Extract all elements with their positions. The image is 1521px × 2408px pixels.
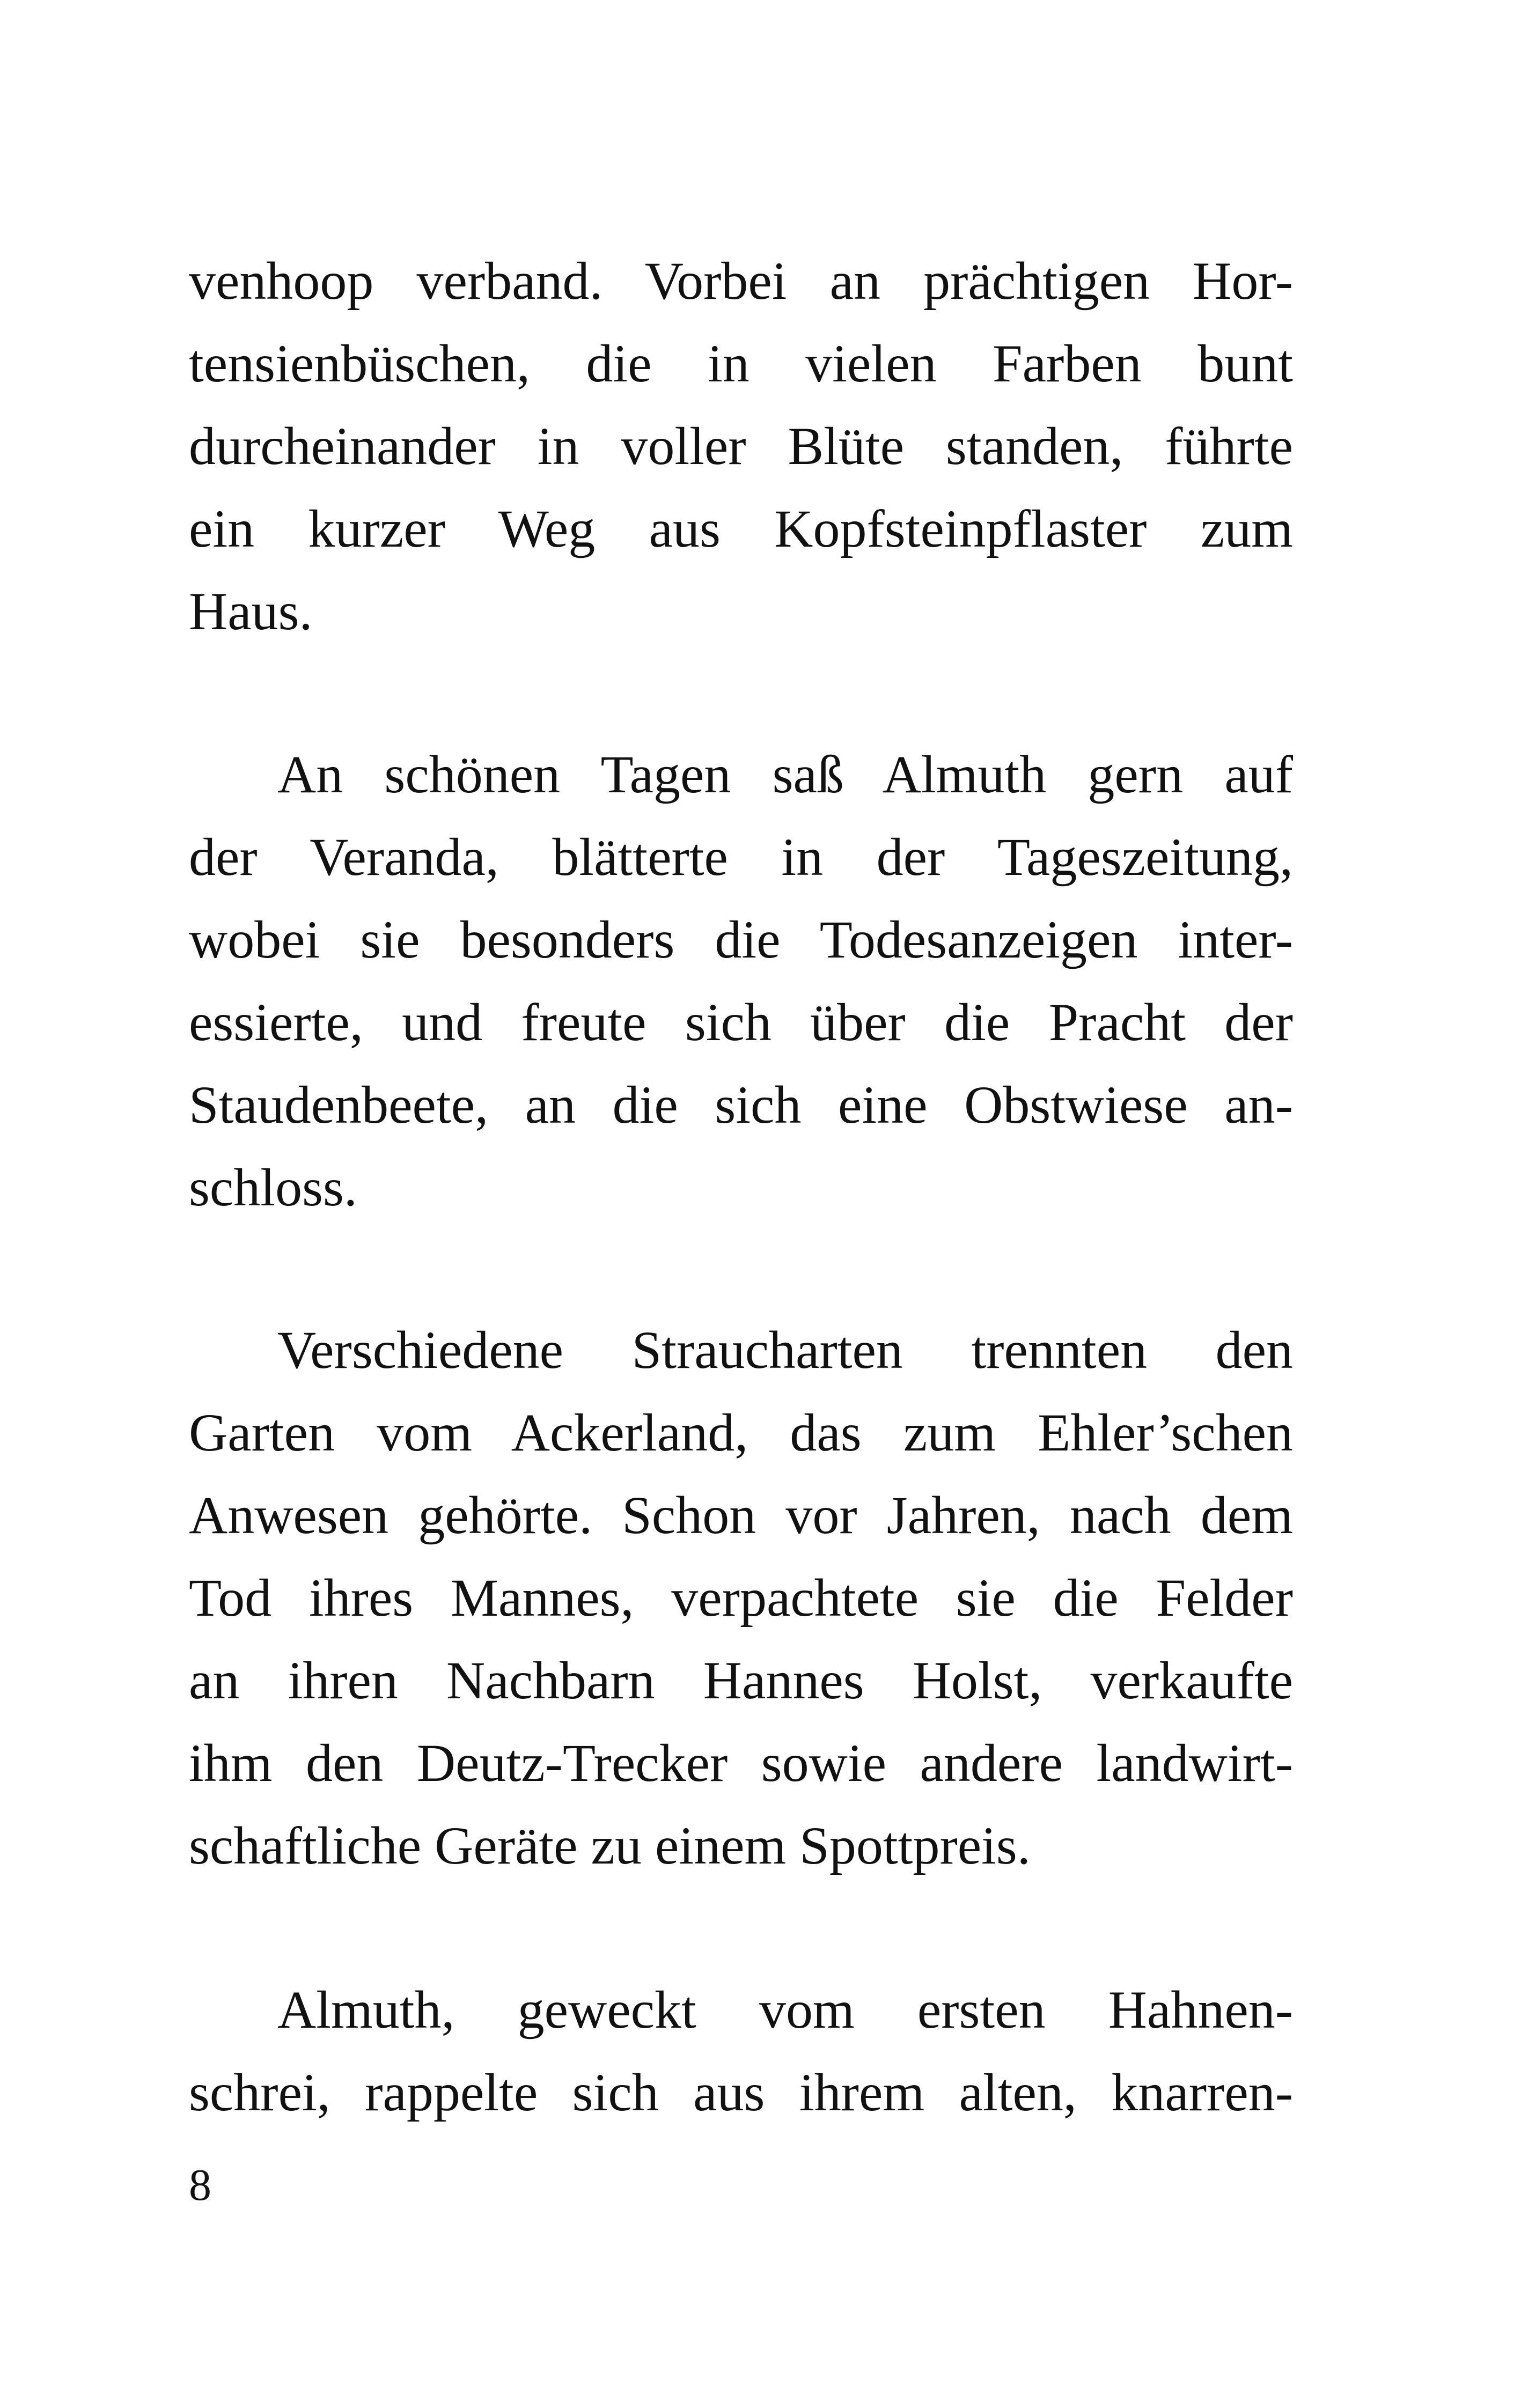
text-line: schloss. xyxy=(189,1158,357,1217)
text-line: Anwesen gehörte. Schon vor Jahren, nach dem xyxy=(189,1485,1293,1545)
text-line: Haus. xyxy=(189,581,313,641)
text-line: der Veranda, blätterte in der Tageszeitung, xyxy=(189,827,1293,887)
text-line: An schönen Tagen saß Almuth gern auf xyxy=(277,745,1293,804)
text-line: Almuth, geweckt vom ersten Hahnen- xyxy=(277,1980,1293,2039)
paragraph-2 xyxy=(189,733,1293,1229)
text-line: Staudenbeete, an die sich eine Obstwiese an- xyxy=(189,1075,1293,1135)
page-number: 8 xyxy=(189,2160,211,2210)
text-line: Garten vom Ackerland, das zum Ehler’schen xyxy=(189,1403,1293,1462)
text-line: Verschiedene Straucharten trennten den xyxy=(277,1320,1293,1380)
text-line: tensienbüschen, die in vielen Farben bunt xyxy=(189,334,1293,393)
text-line: venhoop verband. Vorbei an prächtigen Hor- xyxy=(189,251,1293,311)
text-line: durcheinander in voller Blüte standen, führte xyxy=(189,416,1293,476)
paragraph-4 xyxy=(189,1969,1293,2134)
text-line: ein kurzer Weg aus Kopfsteinpflaster zum xyxy=(189,499,1293,558)
text-line: schrei, rappelte sich aus ihrem alten, knarren- xyxy=(189,2063,1293,2122)
text-line: an ihren Nachbarn Hannes Holst, verkaufte xyxy=(189,1651,1293,1710)
text-line: wobei sie besonders die Todesanzeigen inter- xyxy=(189,910,1293,969)
text-line: Tod ihres Mannes, verpachtete sie die Felder xyxy=(189,1568,1293,1628)
text-line: ihm den Deutz-Trecker sowie andere landwirt- xyxy=(189,1733,1293,1793)
text-line: schaftliche Geräte zu einem Spottpreis. xyxy=(189,1816,1031,1875)
paragraph-1 xyxy=(189,240,1293,653)
paragraph-3 xyxy=(189,1309,1293,1887)
text-line: essierte, und freute sich über die Pracht der xyxy=(189,992,1293,1052)
